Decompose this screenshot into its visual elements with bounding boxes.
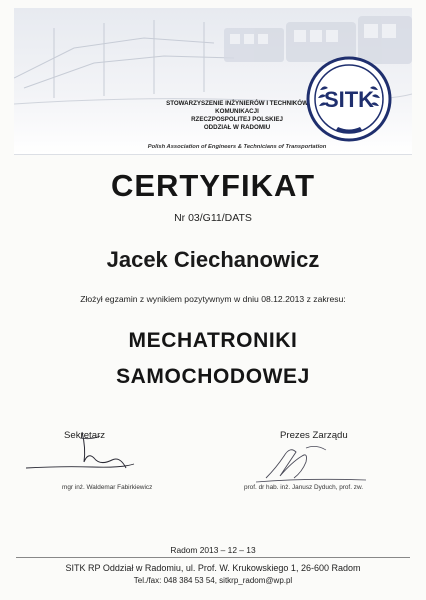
- president-signature: [236, 438, 376, 486]
- org-line: STOWARZYSZENIE INŻYNIERÓW I TECHNIKÓW: [166, 100, 308, 107]
- footer-address: SITK RP Oddział w Radomiu, ul. Prof. W. Krukowskiego 1, 26-600 Radom: [65, 563, 361, 573]
- org-line: KOMUNIKACJI: [215, 108, 259, 115]
- logo-text: SITK: [323, 87, 375, 112]
- secretary-role: Sekretarz: [64, 430, 106, 441]
- org-line: ODDZIAŁ W RADOMIU: [203, 124, 271, 131]
- subject-line-2: SAMOCHODOWEJ: [116, 365, 310, 388]
- sitk-logo: [306, 56, 392, 142]
- president-role: Prezes Zarządu: [280, 430, 348, 441]
- org-line: RZECZPOSPOLITEJ POLSKIEJ: [191, 116, 283, 123]
- organization-name-english: Polish Association of Engineers & Technicians of Transportation: [147, 144, 327, 150]
- secretary-name: mgr inż. Waldemar Fabirkiewicz: [62, 484, 153, 491]
- footer-contact: Tel./fax: 048 384 53 54, sitkrp_radom@wp.pl: [133, 576, 293, 585]
- exam-statement: Złożył egzamin z wynikiem pozytywnym w dniu 08.12.2013 z zakresu:: [80, 294, 346, 304]
- president-name: prof. dr hab. inż. Janusz Dyduch, prof. zw.: [244, 484, 363, 491]
- issue-date: Radom 2013 – 12 – 13: [170, 545, 256, 555]
- organization-name: [148, 100, 326, 132]
- subject-line-1: MECHATRONIKI: [128, 329, 298, 352]
- certificate-number: Nr 03/G11/DATS: [174, 212, 252, 224]
- certificate-title: CERTYFIKAT: [110, 168, 316, 203]
- footer-divider: [16, 557, 410, 558]
- recipient-name: Jacek Ciechanowicz: [106, 247, 320, 272]
